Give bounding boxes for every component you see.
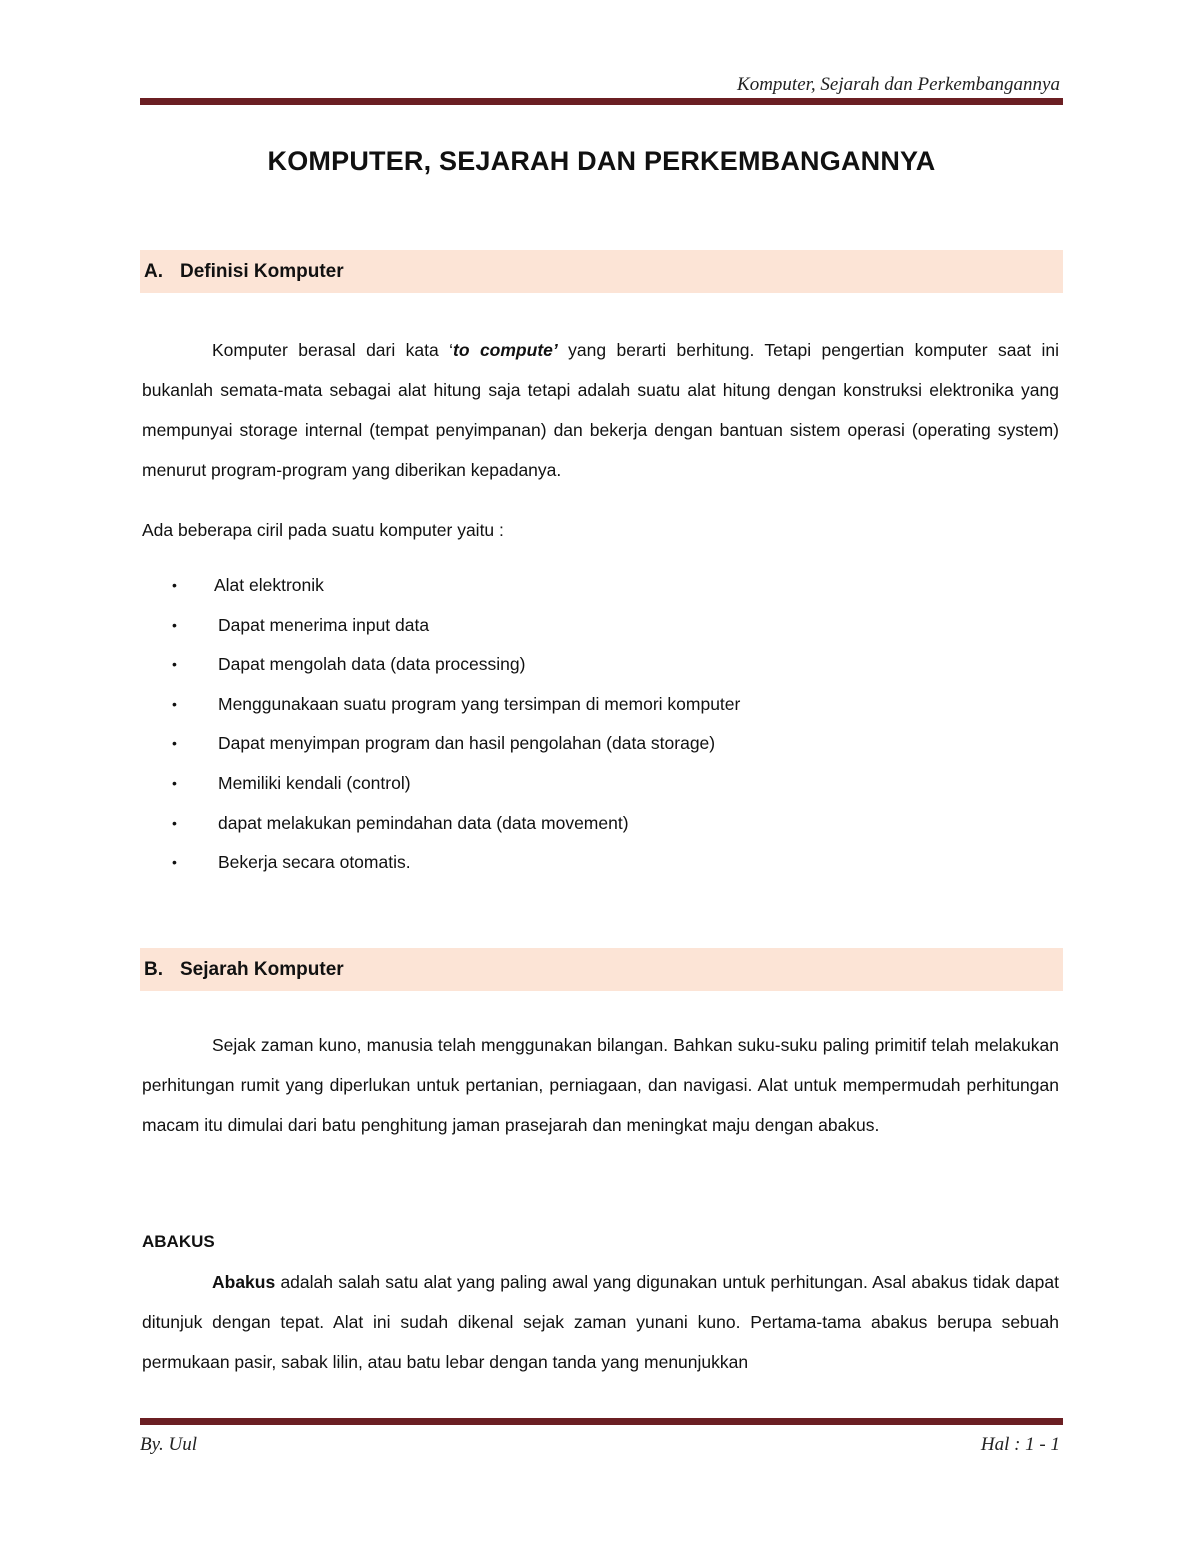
abakus-term: Abakus bbox=[212, 1272, 276, 1292]
section-b-heading bbox=[140, 948, 1063, 991]
abakus-text: adalah salah satu alat yang paling awal yang digunakan untuk perhitungan. Asal abakus tidak dapat ditunjuk dengan tepat. Alat ini sudah dikenal sejak zaman yunani kuno. Pertama-tama abakus berupa sebuah permukaan pasir, sabak lilin, atau batu lebar dengan tanda yang menunjukkan bbox=[142, 1272, 1059, 1372]
list-item-text: Memiliki kendali (control) bbox=[218, 772, 411, 793]
list-item bbox=[172, 606, 740, 646]
footer-author: By. Uul bbox=[140, 1434, 197, 1455]
bullet-icon: • bbox=[172, 616, 177, 633]
list-item-text: Alat elektronik bbox=[214, 575, 324, 595]
list-item bbox=[172, 804, 740, 844]
list-item bbox=[172, 724, 740, 764]
characteristics-list bbox=[172, 566, 740, 883]
list-item-text: Menggunakaan suatu program yang tersimpan di memori komputer bbox=[218, 693, 741, 714]
list-item-text: dapat melakukan pemindahan data (data movement) bbox=[218, 812, 629, 833]
page-title: KOMPUTER, SEJARAH DAN PERKEMBANGANNYA bbox=[267, 146, 936, 176]
bullet-icon: • bbox=[172, 735, 177, 752]
definition-paragraph bbox=[142, 330, 1059, 490]
list-item bbox=[172, 566, 740, 606]
list-item-text: Dapat menyimpan program dan hasil pengolahan (data storage) bbox=[218, 733, 716, 754]
history-paragraph bbox=[142, 1025, 1059, 1145]
list-item bbox=[172, 645, 740, 685]
list-item bbox=[172, 685, 740, 725]
list-item bbox=[172, 843, 740, 883]
bullet-icon: • bbox=[172, 814, 177, 831]
section-a-title: Definisi Komputer bbox=[180, 260, 344, 282]
list-item-text: Bekerja secara otomatis. bbox=[218, 852, 411, 873]
history-text: Sejak zaman kuno, manusia telah menggunakan bilangan. Bahkan suku-suku paling primitif telah melakukan perhitungan rumit yang diperlukan untuk pertanian, perniagaan, dan navigasi. Alat untuk mempermudah perhitungan macam itu dimulai dari batu penghitung jaman prasejarah dan meningkat maju dengan abakus. bbox=[142, 1035, 1059, 1135]
running-header: Komputer, Sejarah dan Perkembangannya bbox=[737, 74, 1060, 95]
bullet-icon: • bbox=[172, 854, 177, 871]
bullet-icon: • bbox=[172, 695, 177, 712]
abakus-paragraph bbox=[142, 1262, 1059, 1382]
definition-text-start: Komputer berasal dari kata ‘ bbox=[212, 340, 454, 360]
bullet-icon: • bbox=[172, 656, 177, 673]
footer-page-number: Hal : 1 - 1 bbox=[980, 1434, 1060, 1455]
header-rule bbox=[140, 98, 1063, 105]
characteristics-intro: Ada beberapa ciril pada suatu komputer yaitu : bbox=[142, 520, 504, 540]
list-item bbox=[172, 764, 740, 804]
section-b-letter: B. bbox=[144, 958, 163, 980]
bullet-icon: • bbox=[172, 577, 177, 593]
list-item-text: Dapat mengolah data (data processing) bbox=[218, 654, 526, 675]
section-b-title: Sejarah Komputer bbox=[180, 958, 344, 980]
definition-text-rest: yang berarti berhitung. Tetapi pengertian komputer saat ini bukanlah semata-mata sebagai alat hitung saja tetapi adalah suatu alat hitung dengan konstruksi elektronika yang mempunyai storage internal (tempat penyimpanan) dan bekerja dengan bantuan sistem operasi (operating system) menurut program-program yang diberikan kepadanya. bbox=[142, 340, 1059, 480]
footer-rule bbox=[140, 1418, 1063, 1425]
section-a-heading bbox=[140, 250, 1063, 293]
abakus-heading: ABAKUS bbox=[142, 1232, 215, 1251]
section-a-letter: A. bbox=[144, 260, 163, 282]
list-item-text: Dapat menerima input data bbox=[218, 614, 430, 635]
to-compute-term: to compute’ bbox=[453, 340, 558, 360]
bullet-icon: • bbox=[172, 774, 177, 791]
